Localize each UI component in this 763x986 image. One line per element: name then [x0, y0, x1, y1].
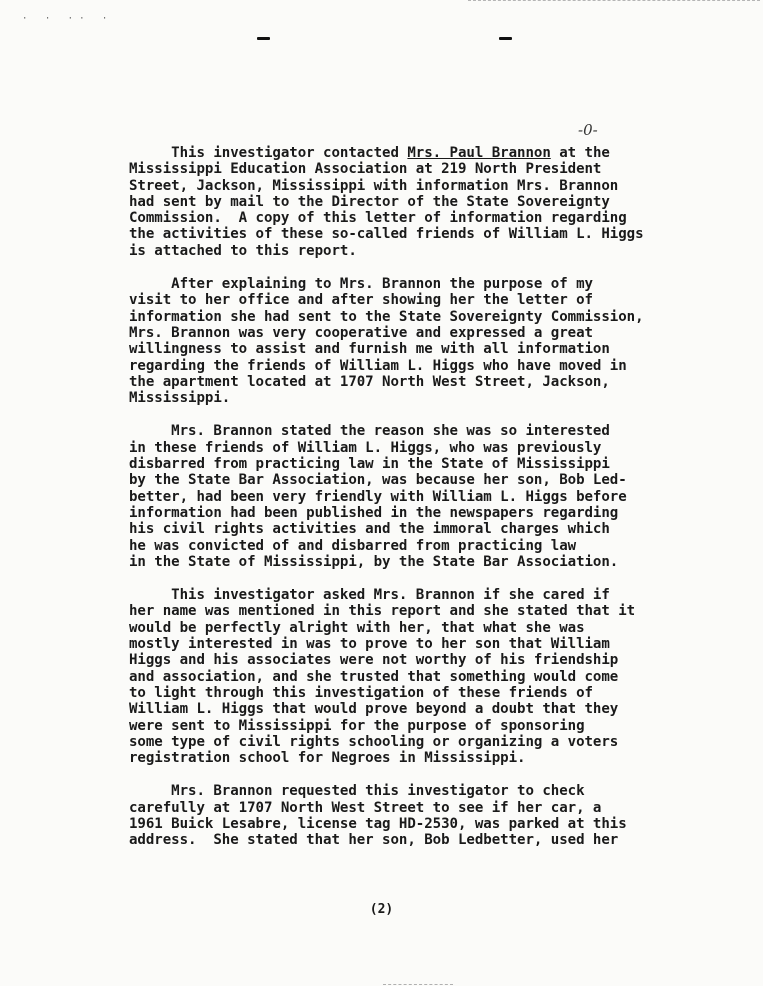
line-text: 1961 Buick Lesabre, license tag HD-2530, was parked at this	[129, 815, 627, 832]
line-text: regarding the friends of William L. Higgs who have moved in	[129, 357, 627, 374]
line-text: mostly interested in was to prove to her son that William	[129, 636, 610, 653]
line-text: willingness to assist and furnish me with all information	[129, 341, 610, 358]
text-line	[129, 194, 689, 210]
paragraph	[129, 587, 689, 766]
text-line	[129, 472, 689, 488]
line-text: some type of civil rights schooling or organizing a voters	[129, 733, 619, 750]
text-line	[129, 374, 689, 390]
line-text: would be perfectly alright with her, that what she was	[129, 619, 585, 636]
line-text: This investigator contacted	[129, 145, 408, 161]
line-text: visit to her office and after showing her the letter of	[129, 292, 593, 309]
text-line	[129, 276, 689, 292]
text-line	[129, 505, 689, 521]
text-line	[129, 309, 689, 325]
line-text: he was convicted of and disbarred from practicing law	[129, 537, 577, 554]
line-text: the apartment located at 1707 North West Street, Jackson,	[129, 373, 610, 390]
bottom-dashed-rule	[383, 984, 453, 985]
paragraph	[129, 276, 689, 406]
text-line	[129, 226, 689, 242]
line-text: This investigator asked Mrs. Brannon if she cared if	[129, 587, 610, 604]
line-text: is attached to this report.	[129, 242, 357, 259]
text-line	[129, 800, 689, 816]
text-line	[129, 390, 689, 406]
text-line	[129, 636, 689, 652]
text-line	[129, 538, 689, 554]
line-text: information had been published in the newspapers regarding	[129, 504, 619, 521]
underlined-name: Mrs. Paul Brannon	[407, 145, 551, 161]
line-text: his civil rights activities and the immoral charges which	[129, 521, 610, 538]
line-text: registration school for Negroes in Mississippi.	[129, 750, 526, 767]
text-line	[129, 145, 689, 161]
corner-specks: · · ·· ·	[22, 14, 114, 24]
text-line	[129, 423, 689, 439]
handwritten-annotation: -0-	[578, 121, 598, 139]
line-text: in the State of Mississippi, by the State Bar Association.	[129, 553, 619, 570]
paragraph	[129, 145, 689, 259]
line-text: Commission. A copy of this letter of information regarding	[129, 210, 627, 227]
line-text: by the State Bar Association, was because her son, Bob Led-	[129, 472, 627, 489]
punch-mark-right	[499, 37, 512, 40]
punch-mark-left	[257, 37, 270, 40]
text-line	[129, 554, 689, 570]
paragraph	[129, 783, 689, 848]
text-line	[129, 652, 689, 668]
text-line	[129, 701, 689, 717]
line-text: and association, and she trusted that something would come	[129, 668, 619, 685]
line-text: better, had been very friendly with William L. Higgs before	[129, 488, 627, 505]
text-line	[129, 325, 689, 341]
text-line	[129, 718, 689, 734]
report-body	[129, 145, 689, 866]
text-line	[129, 783, 689, 799]
paragraph	[129, 423, 689, 570]
text-line	[129, 587, 689, 603]
line-text: Mrs. Brannon requested this investigator to check	[129, 783, 585, 800]
text-line	[129, 620, 689, 636]
page-number: (2)	[369, 902, 394, 917]
text-line	[129, 816, 689, 832]
line-text: had sent by mail to the Director of the State Sovereignty	[129, 193, 610, 210]
text-line	[129, 210, 689, 226]
line-text: Street, Jackson, Mississippi with information Mrs. Brannon	[129, 177, 619, 194]
line-text: to light through this investigation of these friends of	[129, 684, 593, 701]
top-dashed-rule	[468, 0, 760, 1]
text-line	[129, 358, 689, 374]
line-text: in these friends of William L. Higgs, who was previously	[129, 439, 602, 456]
text-line	[129, 178, 689, 194]
text-line	[129, 489, 689, 505]
text-line	[129, 341, 689, 357]
line-text: Mississippi Education Association at 219 North President	[129, 161, 602, 178]
text-line	[129, 832, 689, 848]
line-text: Higgs and his associates were not worthy of his friendship	[129, 652, 619, 669]
text-line	[129, 161, 689, 177]
text-line	[129, 456, 689, 472]
line-text: address. She stated that her son, Bob Ledbetter, used her	[129, 832, 619, 849]
line-text: information she had sent to the State Sovereignty Commission,	[129, 308, 644, 325]
line-text: her name was mentioned in this report and she stated that it	[129, 603, 636, 620]
text-line	[129, 292, 689, 308]
text-line	[129, 243, 689, 259]
line-text: Mrs. Brannon was very cooperative and expressed a great	[129, 324, 593, 341]
text-line	[129, 440, 689, 456]
line-text: William L. Higgs that would prove beyond a doubt that they	[129, 701, 619, 718]
text-line	[129, 685, 689, 701]
line-text: Mississippi.	[129, 390, 231, 407]
text-line	[129, 603, 689, 619]
line-text: at the	[550, 145, 610, 161]
line-text: After explaining to Mrs. Brannon the purpose of my	[129, 276, 593, 293]
text-line	[129, 669, 689, 685]
text-line	[129, 750, 689, 766]
text-line	[129, 734, 689, 750]
line-text: carefully at 1707 North West Street to see if her car, a	[129, 799, 602, 816]
text-line	[129, 521, 689, 537]
line-text: Mrs. Brannon stated the reason she was so interested	[129, 423, 610, 440]
line-text: disbarred from practicing law in the State of Mississippi	[129, 456, 610, 473]
line-text: the activities of these so-called friends of William L. Higgs	[129, 226, 644, 243]
line-text: were sent to Mississippi for the purpose of sponsoring	[129, 717, 585, 734]
